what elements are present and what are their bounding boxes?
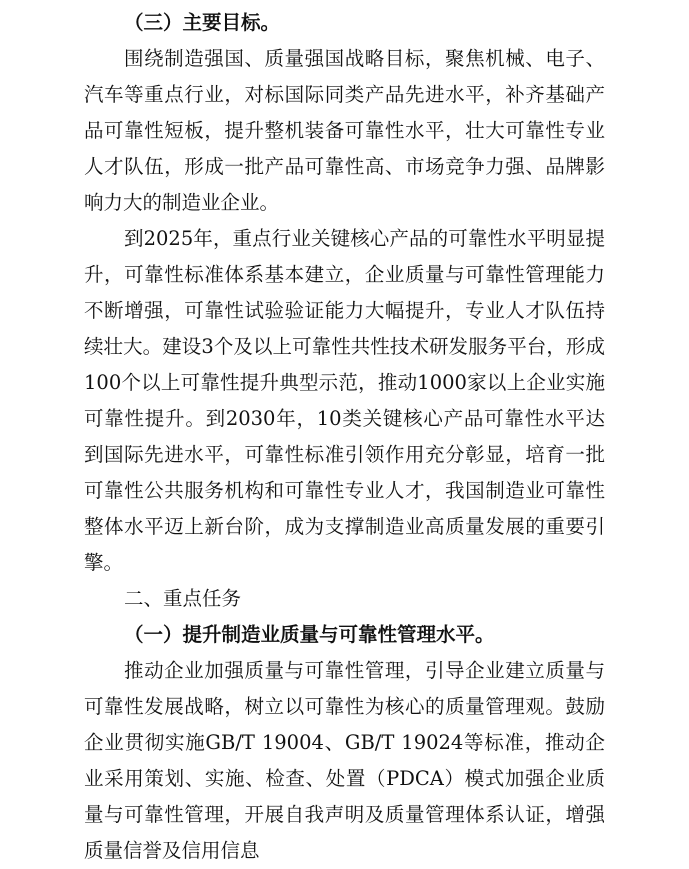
paragraph-goals-overview: 围绕制造强国、质量强国战略目标，聚焦机械、电子、汽车等重点行业，对标国际同类产品先进水平，补齐基础产品可靠性短板，提升整机装备可靠性水平，壮大可靠性专业人才队伍，形成一批产品可靠性高、市场竞争力强、品牌影响力大的制造业企业。 — [84, 47, 605, 214]
paragraph-goals-targets: 到2025年，重点行业关键核心产品的可靠性水平明显提升，可靠性标准体系基本建立，企业质量与可靠性管理能力不断增强，可靠性试验验证能力大幅提升，专业人才队伍持续壮大。建设3个及以上可靠性共性技术研发服务平台，形成100个以上可靠性提升典型示范，推动1000家以上企业实施可靠性提升。到2030年，10类关键核心产品可靠性水平达到国际先进水平，可靠性标准引领作用充分彰显，培育一批可靠性公共服务机构和可靠性专业人才，我国制造业可靠性整体水平迈上新台阶，成为支撑制造业高质量发展的重要引擎。 — [84, 227, 605, 574]
paragraph-quality-management: 推动企业加强质量与可靠性管理，引导企业建立质量与可靠性发展战略，树立以可靠性为核心的质量管理观。鼓励企业贯彻实施GB/T 19004、GB/T 19024等标准，推动企业采用策划、实施、检查、处置（PDCA）模式加强企业质量与可靠性管理，开展自我声明及质量管理体系认证，增强质量信誉及信用信息 — [84, 659, 605, 862]
section-heading-main-goals: （三）主要目标。 — [124, 11, 281, 34]
section-heading-key-tasks: 二、重点任务 — [124, 587, 242, 610]
subsection-heading-quality-management: （一）提升制造业质量与可靠性管理水平。 — [124, 623, 495, 646]
